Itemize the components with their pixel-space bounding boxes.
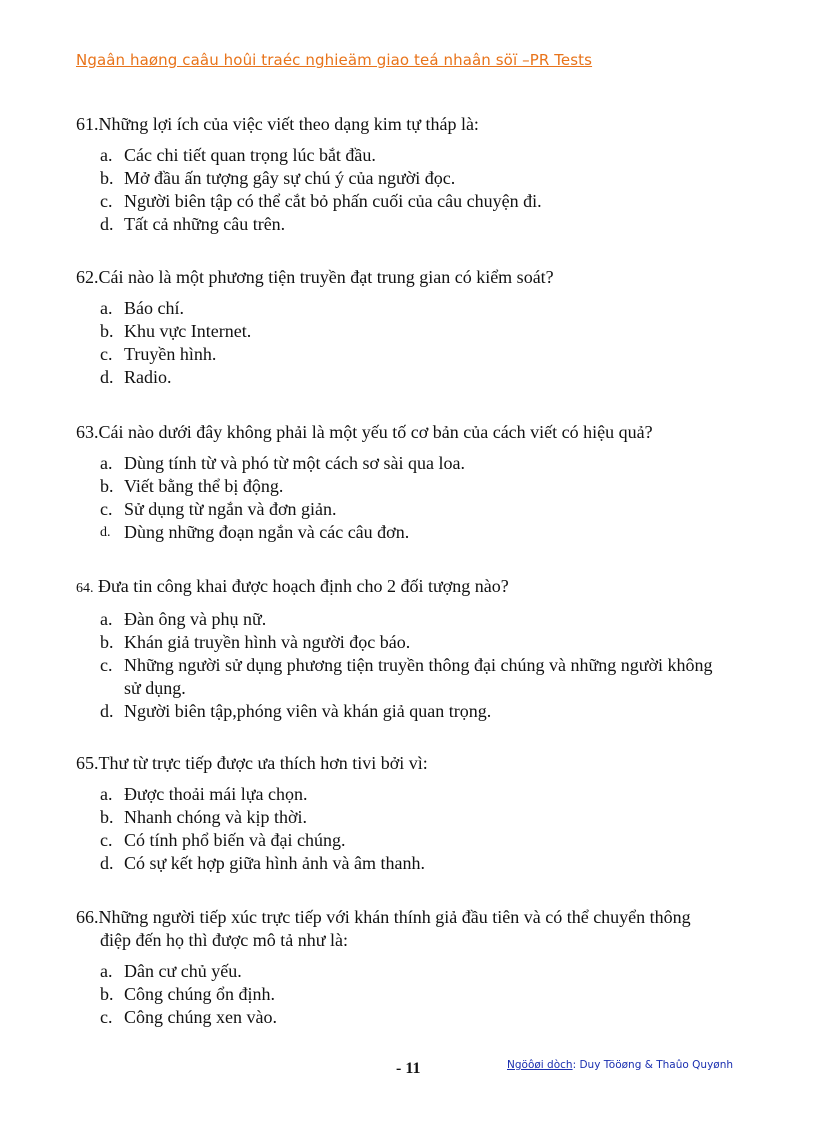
answer-option: c. Truyền hình. bbox=[100, 344, 217, 364]
answer-option: d. Radio. bbox=[100, 367, 172, 387]
answer-option: a. Báo chí. bbox=[100, 298, 184, 318]
credit-label: Ngöôøi dòch bbox=[507, 1059, 573, 1071]
answer-option: b. Khán giả truyền hình và người đọc báo. bbox=[100, 632, 411, 652]
answer-option: c. Người biên tập có thể cắt bỏ phấn cuối của câu chuyện đi. bbox=[100, 191, 542, 211]
answer-option: b. Viết bằng thể bị động. bbox=[100, 476, 284, 496]
question-number: 64. bbox=[76, 581, 94, 596]
answer-option: a. Đàn ông và phụ nữ. bbox=[100, 609, 267, 629]
answer-option: d. Người biên tập,phóng viên và khán giả quan trọng. bbox=[100, 701, 492, 721]
question-stem: 61.Những lợi ích của việc viết theo dạng kim tự tháp là: bbox=[76, 114, 479, 134]
answer-option: d. Dùng những đoạn ngắn và các câu đơn. bbox=[100, 522, 410, 542]
question-64 bbox=[76, 575, 726, 723]
answer-option: c. Sử dụng từ ngắn và đơn giản. bbox=[100, 499, 337, 519]
question-62 bbox=[76, 266, 726, 389]
question-stem: 62.Cái nào là một phương tiện truyền đạt trung gian có kiểm soát? bbox=[76, 267, 554, 287]
answer-option: a. Được thoải mái lựa chọn. bbox=[100, 784, 308, 804]
answer-option: b. Công chúng ổn định. bbox=[100, 984, 275, 1004]
answer-option: d. Tất cả những câu trên. bbox=[100, 214, 286, 234]
question-stem: 64. Đưa tin công khai được hoạch định cho 2 đối tượng nào? bbox=[76, 576, 509, 596]
question-stem: 63.Cái nào dưới đây không phải là một yếu tố cơ bản của cách viết có hiệu quả? bbox=[76, 422, 653, 442]
answer-option: c. Có tính phổ biến và đại chúng. bbox=[100, 830, 346, 850]
question-61 bbox=[76, 113, 726, 236]
answer-option: a. Các chi tiết quan trọng lúc bắt đầu. bbox=[100, 145, 376, 165]
answer-option: c. Những người sử dụng phương tiện truyền thông đại chúng và những người không sử dụng. bbox=[100, 655, 713, 698]
question-stem: 65.Thư từ trực tiếp được ưa thích hơn tivi bởi vì: bbox=[76, 753, 428, 773]
answer-option: b. Khu vực Internet. bbox=[100, 321, 252, 341]
page-header: Ngaân haøng caâu hoûi traéc nghieäm giao teá nhaân söï –PR Tests bbox=[76, 51, 593, 69]
question-65 bbox=[76, 752, 726, 875]
answer-option: b. Nhanh chóng và kịp thời. bbox=[100, 807, 307, 827]
answer-option: d. Có sự kết hợp giữa hình ảnh và âm thanh. bbox=[100, 853, 425, 873]
question-63 bbox=[76, 421, 726, 544]
credit-names: : Duy Tööøng & Thaûo Quyønh bbox=[572, 1059, 734, 1071]
answer-option: c. Công chúng xen vào. bbox=[100, 1007, 277, 1027]
page-number: - 11 bbox=[396, 1060, 421, 1077]
translator-credit bbox=[507, 1059, 733, 1071]
question-66 bbox=[76, 906, 726, 1029]
answer-option: b. Mở đầu ấn tượng gây sự chú ý của người đọc. bbox=[100, 168, 456, 188]
answer-option: a. Dân cư chủ yếu. bbox=[100, 961, 242, 981]
question-stem: 66.Những người tiếp xúc trực tiếp với khán thính giả đầu tiên và có thể chuyển thông điệp đến họ thì được mô tả như là: bbox=[76, 907, 691, 950]
answer-option: a. Dùng tính từ và phó từ một cách sơ sài qua loa. bbox=[100, 453, 465, 473]
